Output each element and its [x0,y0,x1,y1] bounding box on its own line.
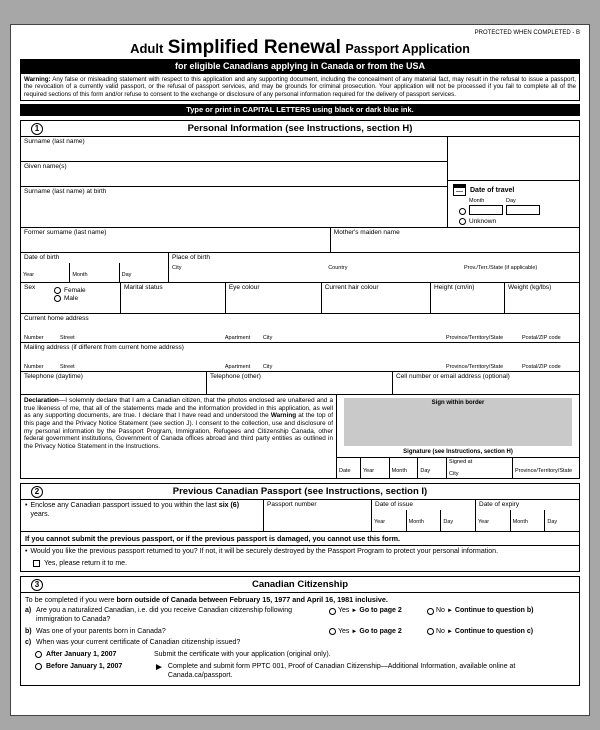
previous-passport-row [21,500,579,532]
signed-at-city-label: City [449,471,459,478]
male-radio[interactable] [54,295,61,302]
travel-day-box[interactable] [506,205,540,215]
travel-unknown-label: Unknown [469,218,497,226]
question-a-row [21,605,579,626]
date-of-issue-cell[interactable] [371,500,475,531]
province-label: Province/Territory/State [446,335,504,342]
question-c-text: When was your current certificate of Canadian citizenship issued? [36,639,241,647]
before-2007-option [21,661,579,686]
city-label: City [262,335,273,342]
street-label: Street [60,335,75,342]
intro-pre: To be completed if you were [25,595,117,605]
warning-text: Any false or misleading statement with respect to this application and any supporting document, including the concealment of any material fact, may result in the refusal to issue a passport, the revocation of a currently valid passport, or the refusal of passport services, and may be grounds for criminal prosecution. Your application will not be processed if you fail to complete all of the required sections of this form and/or refuse to consent to the exchange or disclosure of any personal information required for the delivery of passport services. [24,76,576,98]
dob-month-label: Month [72,271,88,278]
date-month-label: Month [391,468,407,475]
warning-box [20,74,580,101]
issue-day-label: Day [443,518,454,525]
section-3-title: Canadian Citizenship [251,579,349,591]
section-canadian-citizenship [20,576,580,686]
apartment-label: Apartment [224,364,251,371]
yes-return-checkbox[interactable] [33,560,40,567]
enclose-text-pre: Enclose any Canadian passport issued to you within the last [30,502,219,510]
declaration-text-1: —I solemnly declare that I am a Canadian citizen, that the photos enclosed are unaltered and a true likeness of me, that all of the statements made and the information provided in this application, as well as any supporting documents, are true. I declare that I have read and understood the [24,397,333,420]
date-of-travel-label: Date of travel [470,186,515,194]
expiry-month-label: Month [512,518,528,525]
section-1-title: Personal Information (see Instructions, section H) [187,123,413,135]
travel-day-column [506,198,540,215]
question-c-letter: c) [25,639,32,647]
travel-month-label: Month [469,198,485,205]
issue-year-label: Year [374,518,386,525]
warning-label: Warning: [24,76,51,83]
signature-area [337,395,579,447]
name-and-travel-group [21,137,579,228]
question-b-no-radio[interactable] [427,628,434,635]
after-2007-label: After January 1, 2007 [46,651,117,659]
section-1-header [21,121,579,137]
issue-day-column[interactable] [441,510,475,532]
calendar-icon [453,184,466,196]
surname-field[interactable] [21,137,447,162]
enclose-passport-note [21,500,263,531]
mothers-maiden-name-field[interactable] [331,228,579,252]
sign-within-border-label: Sign within border [431,400,485,407]
signature-panel [337,395,579,478]
eligibility-bar: for eligible Canadians applying in Canada or from the USA [20,59,580,74]
section-previous-passport [20,483,580,572]
sign-within-border-box[interactable] [344,398,572,446]
question-c-row [21,637,579,649]
eye-colour-label: Eye colour [228,284,260,292]
citizenship-intro [21,593,579,605]
question-a-no-option [427,607,575,616]
postal-label: Postal/ZIP code [522,335,561,342]
expiry-ymd-columns [476,510,579,532]
question-b-yes-option [329,628,427,637]
section-3-header [21,577,579,593]
arrow-icon: ► [154,661,164,673]
issue-month-label: Month [408,518,424,525]
print-instruction-bar: Type or print in CAPITAL LETTERS using black or dark blue ink. [20,104,580,116]
question-a-no-action: Continue to question b) [454,607,534,615]
travel-blank-area [448,137,579,181]
female-label: Female [64,286,86,294]
travel-month-column [469,198,503,215]
signature-label: Signature (see Instructions, section H) [403,449,513,456]
date-year-label: Year [363,468,375,475]
bullet-icon: • [25,548,28,556]
title-adult: Adult [130,41,164,56]
surname-label: Surname (last name) [24,138,85,146]
section-personal-information [20,120,580,479]
mailing-address-sub-labels [24,364,576,370]
sex-male-option [54,295,117,302]
place-of-birth-label: Place of birth [172,254,210,262]
physical-description-row [21,283,579,314]
expiry-day-column[interactable] [545,510,579,532]
question-a-yes-label: Yes [338,607,350,615]
mailing-address-field[interactable] [21,343,579,372]
sex-cell [21,283,121,313]
cannot-submit-warning: If you cannot submit the previous passport, or if the previous passport is damaged, you cannot use this form. [21,532,579,546]
before-2007-label: Before January 1, 2007 [46,662,123,670]
signed-province-label: Province/Territory/State [515,468,573,475]
expiry-day-label: Day [547,518,558,525]
province-label: Province/Territory/State [446,364,504,371]
surname-at-birth-label: Surname (last name) at birth [24,188,107,196]
enclose-passport-text [30,502,260,520]
return-passport-option [21,558,579,571]
signed-province-cell[interactable] [513,458,579,478]
issue-year-column[interactable] [372,510,407,532]
issue-ymd-columns [372,510,475,532]
height-label: Height (cm/in) [434,284,475,292]
question-b-text: Was one of your parents born in Canada? [36,627,166,635]
section-2-number: 2 [31,486,43,498]
date-month-column[interactable] [390,458,419,478]
after-2007-option [21,649,579,661]
former-surname-row [21,228,579,253]
travel-unknown-option [459,218,574,225]
travel-day-label: Day [506,198,516,205]
passport-number-field[interactable] [263,500,371,531]
date-of-travel-body [448,181,579,227]
section-1-number: 1 [31,123,43,135]
date-of-birth-cell[interactable] [21,253,169,282]
after-2007-action: Submit the certificate with your application (original only). [154,651,331,659]
cell-or-email-label: Cell number or email address (optional) [396,373,510,381]
question-a-yes-radio[interactable] [329,608,336,615]
form-title [20,38,580,57]
place-of-birth-cell[interactable] [169,253,579,282]
birth-row [21,253,579,283]
eye-colour-field[interactable] [226,283,322,313]
female-radio[interactable] [54,287,61,294]
dob-month-column[interactable] [70,263,119,283]
yes-return-label: Yes, please return it to me. [44,560,128,568]
cell-or-email-field[interactable] [393,372,579,394]
given-names-field[interactable] [21,162,447,187]
passport-number-label: Passport number [267,501,317,509]
street-label: Street [60,364,75,371]
section-2-title: Previous Canadian Passport (see Instructions, section I) [172,486,428,498]
declaration-row [21,395,579,478]
apartment-label: Apartment [224,335,251,342]
mothers-maiden-name-label: Mother's maiden name [333,229,400,237]
date-signed-row [337,457,579,478]
arrow-icon: ► [446,628,453,635]
dob-ymd-columns [21,263,168,283]
date-of-birth-label: Date of birth [24,254,60,262]
before-2007-radio[interactable] [35,663,42,670]
form-page [10,24,590,716]
question-b-yes-label: Yes [338,627,350,635]
section-2-header [21,484,579,500]
question-b-letter: b) [25,627,32,635]
number-label: Number [24,364,44,371]
marital-status-field[interactable] [121,283,226,313]
return-passport-question [21,546,579,558]
enclose-text-post: years. [30,511,50,519]
date-day-label: Day [420,468,431,475]
sex-female-option [54,287,117,294]
travel-date-radio[interactable] [459,208,466,215]
home-address-sub-labels [24,335,576,341]
title-passport-application: Passport Application [345,42,470,56]
signed-at-label: Signed at [449,459,473,466]
protected-label: PROTECTED WHEN COMPLETED - B [474,30,580,36]
dob-year-column[interactable] [21,263,70,283]
date-ymd-columns [361,458,447,478]
issue-month-column[interactable] [407,510,442,532]
travel-month-box[interactable] [469,205,503,215]
arrow-icon: ► [351,608,358,615]
sex-label: Sex [24,284,36,292]
expiry-year-label: Year [478,518,490,525]
date-of-expiry-label: Date of expiry [479,501,520,509]
signed-at-cell[interactable] [447,458,513,478]
section-3-number: 3 [31,579,43,591]
dob-day-column[interactable] [120,263,168,283]
pob-prov-label: Prov./Terr./State (if applicable) [464,264,538,271]
after-2007-radio[interactable] [35,651,42,658]
declaration-warning-word: Warning [270,412,297,420]
hair-colour-field[interactable] [322,283,431,313]
name-fields [21,137,447,227]
home-address-label: Current home address [24,315,89,323]
question-a-yes-action: Go to page 2 [359,607,402,615]
male-label: Male [64,294,79,302]
arrow-icon: ► [351,628,358,635]
date-of-expiry-cell[interactable] [475,500,579,531]
question-b-no-option [427,628,575,637]
question-b-row [21,626,579,638]
telephone-daytime-field[interactable] [21,372,207,394]
date-of-travel-panel [447,137,579,227]
arrow-icon: ► [446,608,453,615]
question-a-letter: a) [25,607,32,615]
declaration-text [21,395,337,478]
intro-bold: born outside of Canada between February 15, 1977 and April 16, 1981 inclusive. [116,595,388,605]
enclose-text-bold: six (6) [218,502,240,510]
question-b-no-action: Continue to question c) [454,627,534,635]
date-cell[interactable] [337,458,361,478]
date-of-travel-header [453,184,574,196]
question-b-no-label: No [436,627,445,635]
travel-unknown-radio[interactable] [459,218,466,225]
surname-at-birth-field[interactable] [21,187,447,227]
question-a-no-radio[interactable] [427,608,434,615]
question-b-yes-action: Go to page 2 [359,627,402,635]
date-label: Date [339,468,351,475]
phone-row [21,372,579,395]
pob-sub-labels [172,265,576,271]
telephone-other-label: Telephone (other) [210,373,261,381]
bullet-icon: • [25,502,28,510]
date-day-column[interactable] [418,458,446,478]
return-passport-text: Would you like the previous passport returned to you? If not, it will be securely destroyed by the Passport Program to protect your personal information. [30,548,499,556]
postal-label: Postal/ZIP code [522,364,561,371]
weight-label: Weight (kg/lbs) [508,284,552,292]
title-simplified-renewal: Simplified Renewal [167,37,341,58]
question-a-text: Are you a naturalized Canadian, i.e. did you receive Canadian citizenship following immigration to Canada? [36,607,293,623]
marital-status-label: Marital status [124,284,163,292]
telephone-daytime-label: Telephone (daytime) [24,373,83,381]
dob-day-label: Day [121,271,132,278]
question-b-yes-radio[interactable] [329,628,336,635]
declaration-word: Declaration [24,397,59,405]
question-a-no-label: No [436,607,445,615]
date-year-column[interactable] [361,458,390,478]
question-a-yes-option [329,607,427,616]
pob-country-label: Country [328,264,348,271]
weight-field[interactable] [505,283,579,313]
given-names-label: Given name(s) [24,163,67,171]
home-address-field[interactable] [21,314,579,343]
before-2007-action: Complete and submit form PPTC 001, Proof of Canadian Citizenship—Additional Information, available online at Canada.ca/passport. [167,662,516,679]
date-of-issue-label: Date of issue [375,501,413,509]
pob-city-label: City [172,264,182,271]
declaration-text-2: at the top of this page and the Privacy Notice Statement (see section J). I consent to the collection, use and disclosure of my personal information by the Passport Program, Immigration, Refugees and Citizenship Canada, other federal government institutions, Government of Canada offices abroad and third party entities as outlined in the Privacy Notice Statement in the Instructions. [24,412,334,450]
mailing-address-label: Mailing address (if different from current home address) [24,344,184,352]
former-surname-label: Former surname (last name) [24,229,107,237]
former-surname-field[interactable] [21,228,331,252]
height-field[interactable] [431,283,505,313]
dob-year-label: Year [23,271,35,278]
city-label: City [262,364,273,371]
expiry-month-column[interactable] [511,510,546,532]
travel-date-inputs [459,198,574,215]
expiry-year-column[interactable] [476,510,511,532]
telephone-other-field[interactable] [207,372,393,394]
hair-colour-label: Current hair colour [324,284,379,292]
number-label: Number [24,335,44,342]
